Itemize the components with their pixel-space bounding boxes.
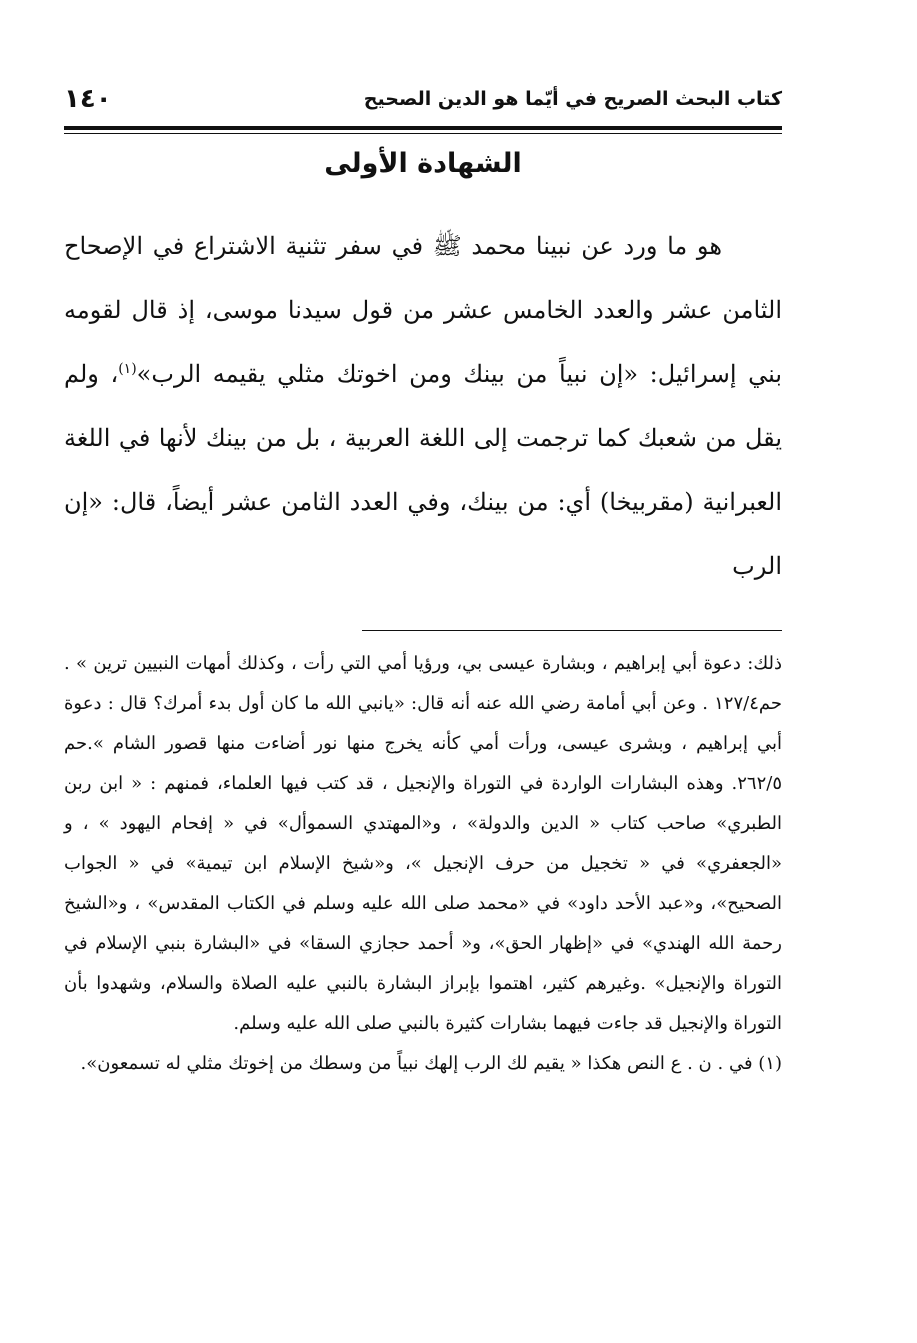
- footnote-1: (١) في . ن . ع النص هكذا « يقيم لك الرب إلهك نبياً من وسطك من إخوتك مثلي له تسمعون».: [80, 1053, 782, 1074]
- footnote-reference: (١): [118, 361, 137, 377]
- footnote-separator: [362, 630, 782, 631]
- book-title: كتاب البحث الصريح في أيّما هو الدين الصحيح: [363, 88, 782, 110]
- paragraph-text: هو ما ورد عن نبينا محمد ﷺ في سفر تثنية الاشتراع في الإصحاح الثامن عشر والعدد الخامس عشر من قول سيدنا موسى، إذ قال لقومه بني إسرائيل: «إن نبياً من بينك ومن اخوتك مثلي يقيمه الرب»: [64, 232, 783, 388]
- section-title: الشهادة الأولى: [324, 148, 522, 179]
- footnote-continued: ذلك: دعوة أبي إبراهيم ، وبشارة عيسى بي، ورؤيا أمي التي رأت ، وكذلك أمهات النبيين ترين » . حم١٢٧/٤ . وعن أبي أمامة رضي الله عنه أنه قال: «يانبي الله ما كان أول بدء أمرك؟ قال : دعوة أبي إبراهيم ، وبشرى عيسى، ورأت أمي كأنه يخرج منها نور أضاءت منها قصور الشام ».حم ٢٦٢/٥. وهذه البشارات الواردة في التوراة والإنجيل ، قد كتب فيها العلماء، فمنهم : « ابن ربن الطبري» صاحب كتاب « الدين والدولة» ، و«المهتدي السموأل» في « إفحام اليهود » ، و «الجعفري» في « تخجيل من حرف الإنجيل »، و«شيخ الإسلام ابن تيمية» في « الجواب الصحيح»، و«عبد الأحد داود» في «محمد صلى الله عليه وسلم في الكتاب المقدس» ، و«الشيخ رحمة الله الهندي» في «إظهار الحق»، و« أحمد حجازي السقا» في «البشارة بنبي الإسلام في التوراة والإنجيل» .وغيرهم كثير، اهتموا بإبراز البشارة بالنبي عليه الصلاة والسلام، وشهدوا بأن التوراة والإنجيل قد جاءت فيهما بشارات كثيرة بالنبي صلى الله عليه وسلم.: [64, 653, 783, 1034]
- page-number: ١٤٠: [64, 84, 112, 114]
- main-text: [64, 214, 782, 598]
- header-rule-thick: [64, 126, 782, 130]
- footnotes: [64, 644, 782, 1084]
- running-header: [64, 84, 782, 124]
- paragraph-text-continued: ، ولم يقل من شعبك كما ترجمت إلى اللغة العربية ، بل من بينك لأنها في اللغة العبرانية (مقربيخا) أي: من بينك، وفي العدد الثامن عشر أيضاً، قال: «إن الرب: [64, 360, 782, 580]
- body-paragraph: [64, 214, 782, 598]
- header-rule-thin: [64, 133, 782, 134]
